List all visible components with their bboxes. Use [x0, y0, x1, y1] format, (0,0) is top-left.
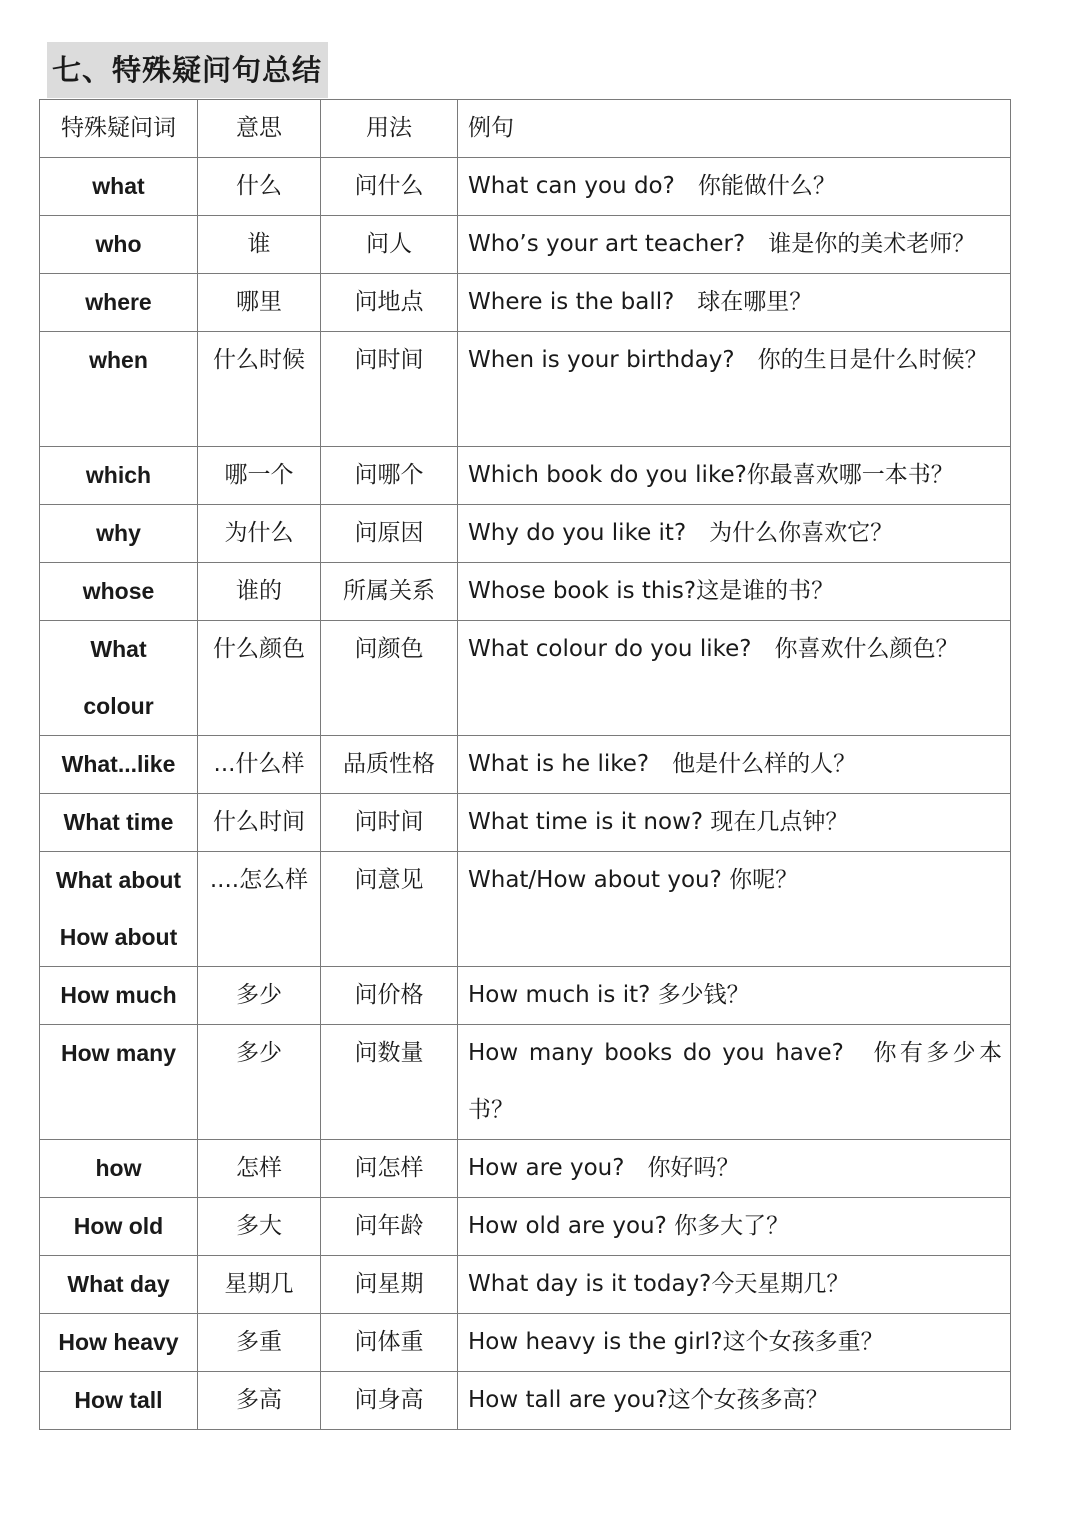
question-word: How heavy — [40, 1314, 198, 1372]
question-word: How tall — [40, 1372, 198, 1430]
table-row — [40, 621, 1011, 736]
meaning-cell: 星期几 — [198, 1256, 321, 1314]
example-cell: How tall are you?这个女孩多高？ — [458, 1372, 1011, 1430]
usage-cell: 问时间 — [321, 794, 458, 852]
question-word: What colour — [40, 621, 198, 736]
question-word: How much — [40, 967, 198, 1025]
question-word: why — [40, 505, 198, 563]
usage-cell: 问哪个 — [321, 447, 458, 505]
usage-cell: 问年龄 — [321, 1198, 458, 1256]
usage-cell: 问地点 — [321, 274, 458, 332]
table-row — [40, 1198, 1011, 1256]
question-word: which — [40, 447, 198, 505]
header-example: 例句 — [458, 100, 1011, 158]
usage-cell: 问什么 — [321, 158, 458, 216]
table-row — [40, 505, 1011, 563]
meaning-cell: ....怎么样 — [198, 852, 321, 967]
table-row — [40, 563, 1011, 621]
example-cell: Who’s your art teacher? 谁是你的美术老师？ — [458, 216, 1011, 274]
example-cell: Why do you like it? 为什么你喜欢它？ — [458, 505, 1011, 563]
example-cell: How old are you? 你多大了？ — [458, 1198, 1011, 1256]
table-row — [40, 158, 1011, 216]
example-cell: What day is it today?今天星期几？ — [458, 1256, 1011, 1314]
example-cell: What time is it now? 现在几点钟？ — [458, 794, 1011, 852]
meaning-cell: 哪里 — [198, 274, 321, 332]
meaning-cell: 怎样 — [198, 1140, 321, 1198]
usage-cell: 问原因 — [321, 505, 458, 563]
table-row — [40, 852, 1011, 967]
meaning-cell: 为什么 — [198, 505, 321, 563]
header-usage: 用法 — [321, 100, 458, 158]
table-row — [40, 794, 1011, 852]
example-cell: What is he like? 他是什么样的人？ — [458, 736, 1011, 794]
example-cell: How heavy is the girl?这个女孩多重？ — [458, 1314, 1011, 1372]
header-meaning: 意思 — [198, 100, 321, 158]
example-cell: Whose book is this?这是谁的书？ — [458, 563, 1011, 621]
table-row — [40, 1025, 1011, 1140]
usage-cell: 问时间 — [321, 332, 458, 447]
meaning-cell: 谁 — [198, 216, 321, 274]
question-word: when — [40, 332, 198, 447]
meaning-cell: 多重 — [198, 1314, 321, 1372]
meaning-cell: ...什么样 — [198, 736, 321, 794]
usage-cell: 问颜色 — [321, 621, 458, 736]
usage-cell: 所属关系 — [321, 563, 458, 621]
meaning-cell: 多少 — [198, 1025, 321, 1140]
table-row — [40, 274, 1011, 332]
table-header-row — [40, 100, 1011, 158]
table-row — [40, 1314, 1011, 1372]
question-word: who — [40, 216, 198, 274]
question-word-table — [39, 99, 1011, 1430]
usage-cell: 问人 — [321, 216, 458, 274]
meaning-cell: 什么颜色 — [198, 621, 321, 736]
question-word: what — [40, 158, 198, 216]
meaning-cell: 什么时候 — [198, 332, 321, 447]
usage-cell: 问怎样 — [321, 1140, 458, 1198]
meaning-cell: 谁的 — [198, 563, 321, 621]
usage-cell: 问意见 — [321, 852, 458, 967]
question-word: where — [40, 274, 198, 332]
table-row — [40, 332, 1011, 447]
question-word: What...like — [40, 736, 198, 794]
usage-cell: 问体重 — [321, 1314, 458, 1372]
page-title: 七、特殊疑问句总结 — [47, 42, 328, 98]
header-word: 特殊疑问词 — [40, 100, 198, 158]
meaning-cell: 什么时间 — [198, 794, 321, 852]
question-word: How old — [40, 1198, 198, 1256]
example-cell: Where is the ball? 球在哪里？ — [458, 274, 1011, 332]
question-word: whose — [40, 563, 198, 621]
usage-cell: 问身高 — [321, 1372, 458, 1430]
example-cell: When is your birthday? 你的生日是什么时候？ — [458, 332, 1011, 447]
example-cell: How are you? 你好吗？ — [458, 1140, 1011, 1198]
table-row — [40, 447, 1011, 505]
question-word: how — [40, 1140, 198, 1198]
example-cell: What/How about you? 你呢？ — [458, 852, 1011, 967]
table-row — [40, 1140, 1011, 1198]
table-row — [40, 736, 1011, 794]
question-word: How many — [40, 1025, 198, 1140]
table-row — [40, 1256, 1011, 1314]
meaning-cell: 多高 — [198, 1372, 321, 1430]
question-word: What day — [40, 1256, 198, 1314]
example-cell: How much is it? 多少钱？ — [458, 967, 1011, 1025]
example-cell: Which book do you like?你最喜欢哪一本书？ — [458, 447, 1011, 505]
meaning-cell: 哪一个 — [198, 447, 321, 505]
usage-cell: 问星期 — [321, 1256, 458, 1314]
question-word: What about How about — [40, 852, 198, 967]
usage-cell: 问价格 — [321, 967, 458, 1025]
example-cell: What colour do you like? 你喜欢什么颜色？ — [458, 621, 1011, 736]
meaning-cell: 多大 — [198, 1198, 321, 1256]
example-cell: How many books do you have? 你有多少本书？ — [458, 1025, 1011, 1140]
meaning-cell: 多少 — [198, 967, 321, 1025]
usage-cell: 品质性格 — [321, 736, 458, 794]
example-cell: What can you do? 你能做什么？ — [458, 158, 1011, 216]
table-row — [40, 967, 1011, 1025]
table-row — [40, 1372, 1011, 1430]
table-row — [40, 216, 1011, 274]
meaning-cell: 什么 — [198, 158, 321, 216]
question-word: What time — [40, 794, 198, 852]
usage-cell: 问数量 — [321, 1025, 458, 1140]
